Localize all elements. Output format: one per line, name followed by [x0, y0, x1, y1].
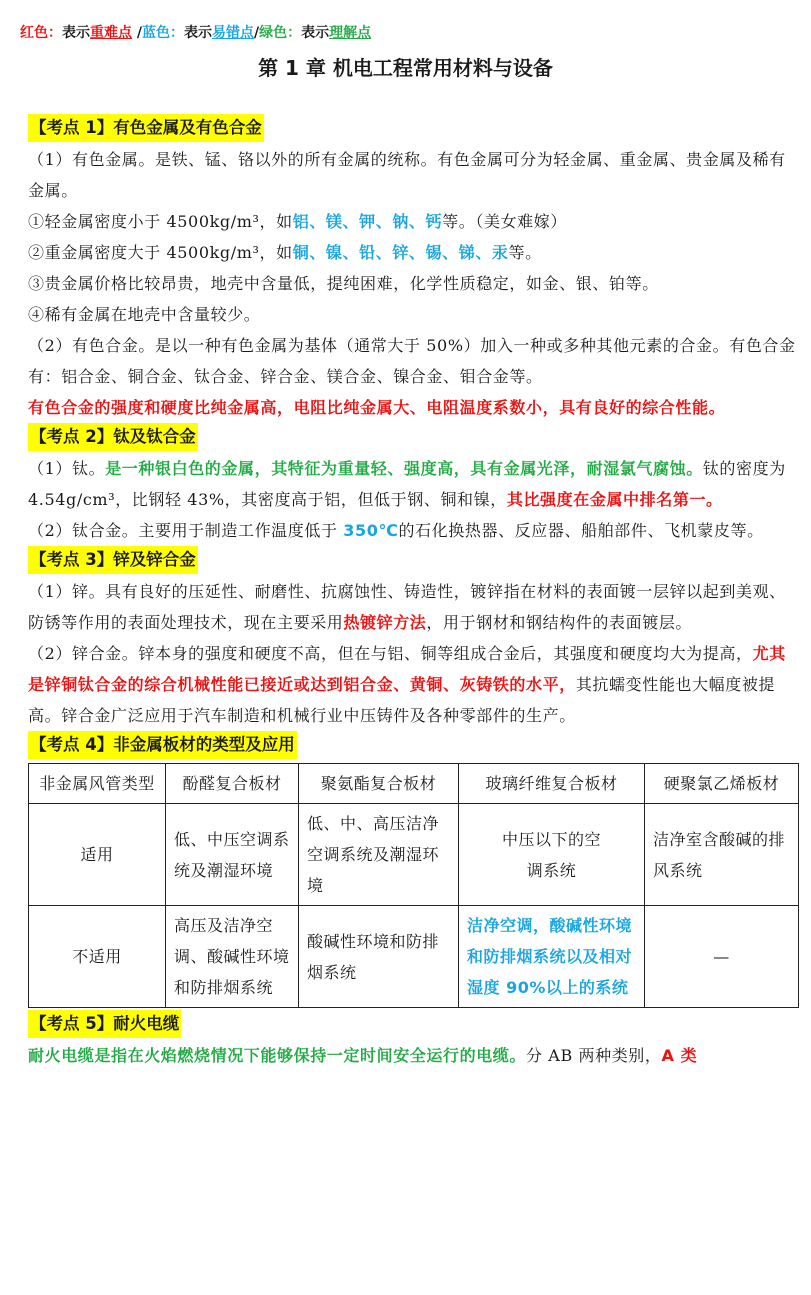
- color-legend: [20, 22, 371, 42]
- s1-p3-blue: 铜、镍、铅、锌、锡、锑、汞: [292, 243, 509, 262]
- s2-p1-text: 钛的密度为 4.54g/cm³，比钢轻 43%，其密度高于铝，但低于钢、铜和镍，: [28, 459, 786, 509]
- table-header-cell: 聚氨酯复合板材: [299, 764, 459, 804]
- s1-paragraph-5: ④稀有金属在地壳中含量较少。: [28, 305, 261, 324]
- legend-green-term: 理解点: [329, 25, 372, 41]
- s1-p3-text: ②重金属密度大于 4500kg/m³，如: [28, 243, 293, 262]
- chapter-title: 第 1 章 机电工程常用材料与设备: [258, 56, 553, 80]
- s2-p1-lead: （1）钛。: [28, 459, 106, 478]
- section-1-heading: 【考点 1】有色金属及有色合金: [28, 114, 264, 142]
- table-cell: 洁净空调，酸碱性环境和防排烟系统以及相对湿度 90%以上的系统: [459, 906, 645, 1008]
- s2-p1-green: 是一种银白色的金属，其特征为重量轻、强度高，具有金属光泽，耐湿氯气腐蚀。: [105, 459, 703, 478]
- table-header-cell: 非金属风管类型: [29, 764, 166, 804]
- section-5-heading: 【考点 5】耐火电缆: [28, 1010, 181, 1038]
- s2-paragraph-1: [28, 453, 798, 515]
- legend-red-label: 红色：: [20, 25, 62, 41]
- table-header-cell: 硬聚氯乙烯板材: [645, 764, 799, 804]
- table-row: [29, 906, 799, 1008]
- table-header-row: [29, 764, 799, 804]
- table-cell: 低、中压空调系统及潮湿环境: [166, 804, 299, 906]
- table-cell: 洁净室含酸碱的排风系统: [645, 804, 799, 906]
- table-cell: 不适用: [29, 906, 166, 1008]
- nonmetal-board-table: [28, 763, 799, 1008]
- s1-paragraph-7: 有色合金的强度和硬度比纯金属高，电阻比纯金属大、电阻温度系数小，具有良好的综合性能。: [28, 398, 726, 417]
- legend-blue-desc: 表示: [184, 25, 212, 41]
- legend-red-term: 重难点: [90, 25, 132, 41]
- s2-p2-tail: 的石化换热器、反应器、船舶部件、飞机蒙皮等。: [398, 521, 764, 540]
- s1-paragraph-4: ③贵金属价格比较昂贵，地壳中含量低，提纯困难，化学性质稳定，如金、银、铂等。: [28, 274, 659, 293]
- s1-paragraph-3: [28, 237, 798, 268]
- table-cell: —: [645, 906, 799, 1008]
- table-cell: 适用: [29, 804, 166, 906]
- table-cell: 中压以下的空调系统: [459, 804, 645, 906]
- s2-p1-red: 其比强度在金属中排名第一。: [506, 490, 723, 509]
- s3-paragraph-1: [28, 576, 798, 638]
- section-3-heading: 【考点 3】锌及锌合金: [28, 546, 198, 574]
- table-cell: 低、中、高压洁净空调系统及潮湿环境: [299, 804, 459, 906]
- table-header-cell: 玻璃纤维复合板材: [459, 764, 645, 804]
- s5-p1-red: A 类: [661, 1046, 698, 1065]
- s3-p2-red: 尤其是锌铜钛合金的综合机械性能已接近或达到铝合金、黄铜、灰铸铁的水平，: [28, 644, 786, 694]
- legend-sep-2: /: [254, 25, 260, 41]
- section-4-heading: 【考点 4】非金属板材的类型及应用: [28, 731, 297, 759]
- s3-p1-tail: ，用于钢材和钢结构件的表面镀层。: [426, 613, 693, 632]
- s5-paragraph-1: [28, 1040, 798, 1071]
- s5-p1-text: 分 AB 两种类别，: [526, 1046, 662, 1065]
- s1-p2-blue: 铝、镁、钾、钠、钙: [292, 212, 443, 231]
- s3-p1-text: （1）锌。具有良好的压延性、耐磨性、抗腐蚀性、铸造性，镀锌指在材料的表面镀一层锌以起到美观、防锈等作用的表面处理技术，现在主要采用: [28, 582, 786, 632]
- s1-paragraph-6: （2）有色合金。是以一种有色金属为基体（通常大于 50%）加入一种或多种其他元素的合金。有色合金有：铝合金、铜合金、钛合金、锌合金、镁合金、镍合金、钼合金等。: [28, 336, 796, 386]
- s1-p2-text: ①轻金属密度小于 4500kg/m³，如: [28, 212, 293, 231]
- s2-p2-text: （2）钛合金。主要用于制造工作温度低于: [28, 521, 344, 540]
- s2-p2-blue: 350℃: [343, 521, 399, 540]
- content-body: [28, 114, 798, 1071]
- legend-green-label: 绿色：: [259, 25, 302, 41]
- legend-sep-1: /: [132, 25, 142, 41]
- table-cell: 酸碱性环境和防排烟系统: [299, 906, 459, 1008]
- legend-blue-label: 蓝色：: [142, 25, 184, 41]
- legend-red-desc: 表示: [62, 25, 90, 41]
- s2-paragraph-2: [28, 515, 798, 546]
- table-cell: 高压及洁净空调、酸碱性环境和防排烟系统: [166, 906, 299, 1008]
- legend-blue-term: 易错点: [212, 25, 254, 41]
- section-2-heading: 【考点 2】钛及钛合金: [28, 423, 198, 451]
- s3-paragraph-2: [28, 638, 798, 731]
- s1-p2-tail: 等。（美女难嫁）: [442, 212, 567, 231]
- legend-green-desc: 表示: [301, 25, 330, 41]
- table-row: [29, 804, 799, 906]
- table-header-cell: 酚醛复合板材: [166, 764, 299, 804]
- s3-p1-red: 热镀锌方法: [343, 613, 427, 632]
- s1-paragraph-2: [28, 206, 798, 237]
- s5-p1-green: 耐火电缆是指在火焰燃烧情况下能够保持一定时间安全运行的电缆。: [28, 1046, 527, 1065]
- s3-p2-tail: 其抗蠕变性能也大幅度被提高。锌合金广泛应用于汽车制造和机械行业中压铸件及各种零部件的生产。: [28, 675, 776, 725]
- s1-p3-tail: 等。: [508, 243, 542, 262]
- s1-paragraph-1: （1）有色金属。是铁、锰、铬以外的所有金属的统称。有色金属可分为轻金属、重金属、贵金属及稀有金属。: [28, 150, 786, 200]
- s3-p2-text: （2）锌合金。锌本身的强度和硬度不高，但在与铝、铜等组成合金后，其强度和硬度均大为提高，: [28, 644, 753, 663]
